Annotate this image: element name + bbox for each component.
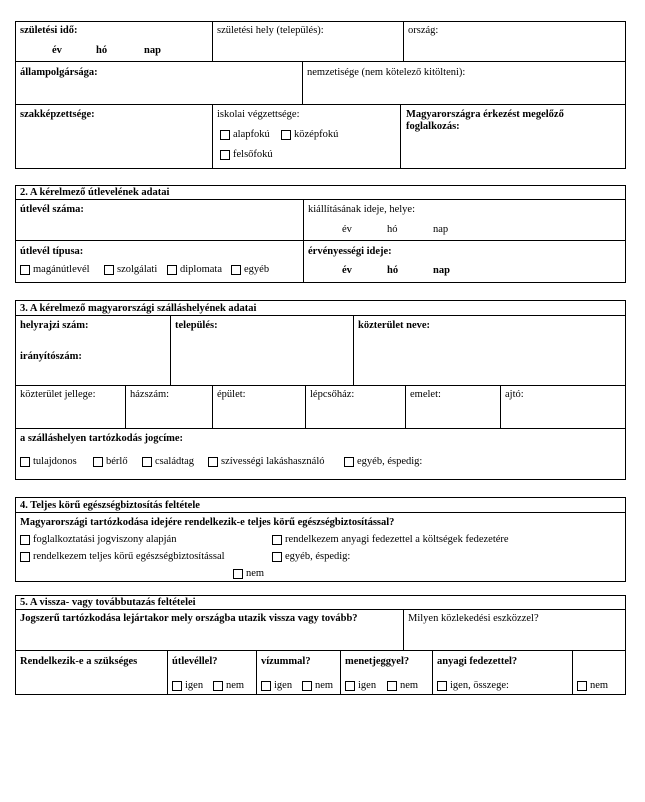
divider <box>432 650 433 695</box>
education-primary-label: alapfokú <box>233 129 270 140</box>
nationality-label: nemzetisége (nem kötelező kitölteni): <box>307 67 466 78</box>
year-label: év <box>342 265 352 276</box>
divider <box>572 650 573 695</box>
street-name-label: közterület neve: <box>358 320 431 331</box>
divider <box>15 315 626 316</box>
funds-yes-checkbox[interactable] <box>437 681 447 691</box>
passport-type-other-checkbox[interactable] <box>231 265 241 275</box>
divider <box>125 385 126 428</box>
divider <box>167 650 168 695</box>
destination-question: Jogszerű tartózkodása lejártakor mely országba utazik vissza vagy tovább? <box>20 613 358 624</box>
month-label: hó <box>96 45 108 56</box>
passport-type-service-label: szolgálati <box>117 264 158 275</box>
stairway-label: lépcsőház: <box>310 389 355 400</box>
tenant-label: bérlő <box>106 456 128 467</box>
divider <box>15 199 626 200</box>
divider <box>403 609 404 650</box>
transport-question: Milyen közlekedési eszközzel? <box>408 613 539 624</box>
visa-no-label: nem <box>315 680 334 691</box>
section-title: 2. A kérelmező útlevelének adatai <box>20 187 170 198</box>
passport-type-private-label: magánútlevél <box>33 264 90 275</box>
divider <box>400 104 401 169</box>
year-label: év <box>342 224 352 235</box>
divider <box>15 512 626 513</box>
house-number-label: házszám: <box>130 389 170 400</box>
divider <box>405 385 406 428</box>
funds-yes-label: igen, összege: <box>450 680 509 691</box>
employment-checkbox[interactable] <box>20 535 30 545</box>
courtesy-use-checkbox[interactable] <box>208 457 218 467</box>
ticket-no-label: nem <box>400 680 419 691</box>
postcode-label: irányítószám: <box>20 351 82 362</box>
funds-no-label: nem <box>590 680 609 691</box>
divider <box>15 385 626 386</box>
country-label: ország: <box>408 25 439 36</box>
divider <box>15 650 626 651</box>
passport-yes-label: igen <box>185 680 204 691</box>
passport-type-service-checkbox[interactable] <box>104 265 114 275</box>
owner-checkbox[interactable] <box>20 457 30 467</box>
street-type-label: közterület jellege: <box>20 389 96 400</box>
issue-label: kiállításának ideje, helye: <box>308 204 415 215</box>
tenant-checkbox[interactable] <box>93 457 103 467</box>
other-label: egyéb, éspedig: <box>357 456 423 467</box>
section-title: 4. Teljes körű egészségbiztosítás feltétele <box>20 500 200 511</box>
full-insurance-label: rendelkezem teljes körű egészségbiztosítással <box>33 551 225 562</box>
qualification-label: szakképzettsége: <box>20 109 95 120</box>
day-label: nap <box>433 224 449 235</box>
financial-coverage-label: rendelkezem anyagi fedezettel a költségek fedezetére <box>285 534 509 545</box>
divider <box>340 650 341 695</box>
employment-label: foglalkoztatási jogviszony alapján <box>33 534 177 545</box>
divider <box>500 385 501 428</box>
passport-yes-checkbox[interactable] <box>172 681 182 691</box>
other-insurance-label: egyéb, éspedig: <box>285 551 351 562</box>
occupation-label-2: foglalkozás: <box>406 121 460 132</box>
citizenship-label: állampolgársága: <box>20 67 98 78</box>
divider <box>15 240 626 241</box>
education-label: iskolai végzettsége: <box>217 109 300 120</box>
education-secondary-checkbox[interactable] <box>281 130 291 140</box>
education-higher-label: felsőfokú <box>233 149 273 160</box>
personal-data-box <box>15 21 626 169</box>
divider <box>15 428 626 429</box>
has-needed-label: Rendelkezik-e a szükséges <box>20 656 138 667</box>
education-higher-checkbox[interactable] <box>220 150 230 160</box>
divider <box>303 199 304 283</box>
divider <box>15 104 626 105</box>
financial-coverage-checkbox[interactable] <box>272 535 282 545</box>
day-label: nap <box>144 45 161 56</box>
day-label: nap <box>433 265 450 276</box>
other-insurance-checkbox[interactable] <box>272 552 282 562</box>
divider <box>15 61 626 62</box>
visa-no-checkbox[interactable] <box>302 681 312 691</box>
divider <box>212 104 213 169</box>
passport-type-diplomatic-label: diplomata <box>180 264 222 275</box>
passport-type-private-checkbox[interactable] <box>20 265 30 275</box>
funds-no-checkbox[interactable] <box>577 681 587 691</box>
funds-question: anyagi fedezettel? <box>437 656 518 667</box>
divider <box>212 385 213 428</box>
passport-type-diplomatic-checkbox[interactable] <box>167 265 177 275</box>
divider <box>212 21 213 61</box>
family-member-checkbox[interactable] <box>142 457 152 467</box>
education-primary-checkbox[interactable] <box>220 130 230 140</box>
visa-yes-label: igen <box>274 680 293 691</box>
passport-type-label: útlevél típusa: <box>20 246 84 257</box>
validity-label: érvényességi ideje: <box>308 246 392 257</box>
divider <box>353 315 354 385</box>
door-label: ajtó: <box>505 389 524 400</box>
other-checkbox[interactable] <box>344 457 354 467</box>
owner-label: tulajdonos <box>33 456 77 467</box>
divider <box>15 609 626 610</box>
settlement-label: település: <box>175 320 218 331</box>
birth-date-label: születési idő: <box>20 25 78 36</box>
divider <box>302 61 303 104</box>
education-secondary-label: középfokú <box>294 129 339 140</box>
birth-place-label: születési hely (település): <box>217 25 324 36</box>
ticket-yes-label: igen <box>358 680 377 691</box>
divider <box>170 315 171 385</box>
building-label: épület: <box>217 389 246 400</box>
family-member-label: családtag <box>155 456 195 467</box>
divider <box>305 385 306 428</box>
divider <box>256 650 257 695</box>
full-insurance-checkbox[interactable] <box>20 552 30 562</box>
passport-no-checkbox[interactable] <box>213 681 223 691</box>
passport-number-label: útlevél száma: <box>20 204 84 215</box>
passport-question: útlevéllel? <box>172 656 218 667</box>
month-label: hó <box>387 265 399 276</box>
month-label: hó <box>387 224 398 235</box>
section-title: 5. A vissza- vagy továbbutazás feltételei <box>20 597 196 608</box>
year-label: év <box>52 45 62 56</box>
visa-yes-checkbox[interactable] <box>261 681 271 691</box>
lot-number-label: helyrajzi szám: <box>20 320 89 331</box>
ticket-yes-checkbox[interactable] <box>345 681 355 691</box>
divider <box>403 21 404 61</box>
floor-label: emelet: <box>410 389 441 400</box>
courtesy-use-label: szívességi lakáshasználó <box>221 456 325 467</box>
legal-title-label: a szálláshelyen tartózkodás jogcíme: <box>20 433 184 444</box>
ticket-question: menetjeggyel? <box>345 656 410 667</box>
occupation-label: Magyarországra érkezést megelőző <box>406 109 564 120</box>
insurance-question: Magyarországi tartózkodása idejére rendelkezik-e teljes körű egészségbiztosítással? <box>20 517 395 528</box>
no-insurance-checkbox[interactable] <box>233 569 243 579</box>
passport-type-other-label: egyéb <box>244 264 270 275</box>
section-title: 3. A kérelmező magyarországi szálláshelyének adatai <box>20 303 257 314</box>
no-insurance-label: nem <box>246 568 265 579</box>
ticket-no-checkbox[interactable] <box>387 681 397 691</box>
passport-no-label: nem <box>226 680 245 691</box>
visa-question: vízummal? <box>261 656 311 667</box>
